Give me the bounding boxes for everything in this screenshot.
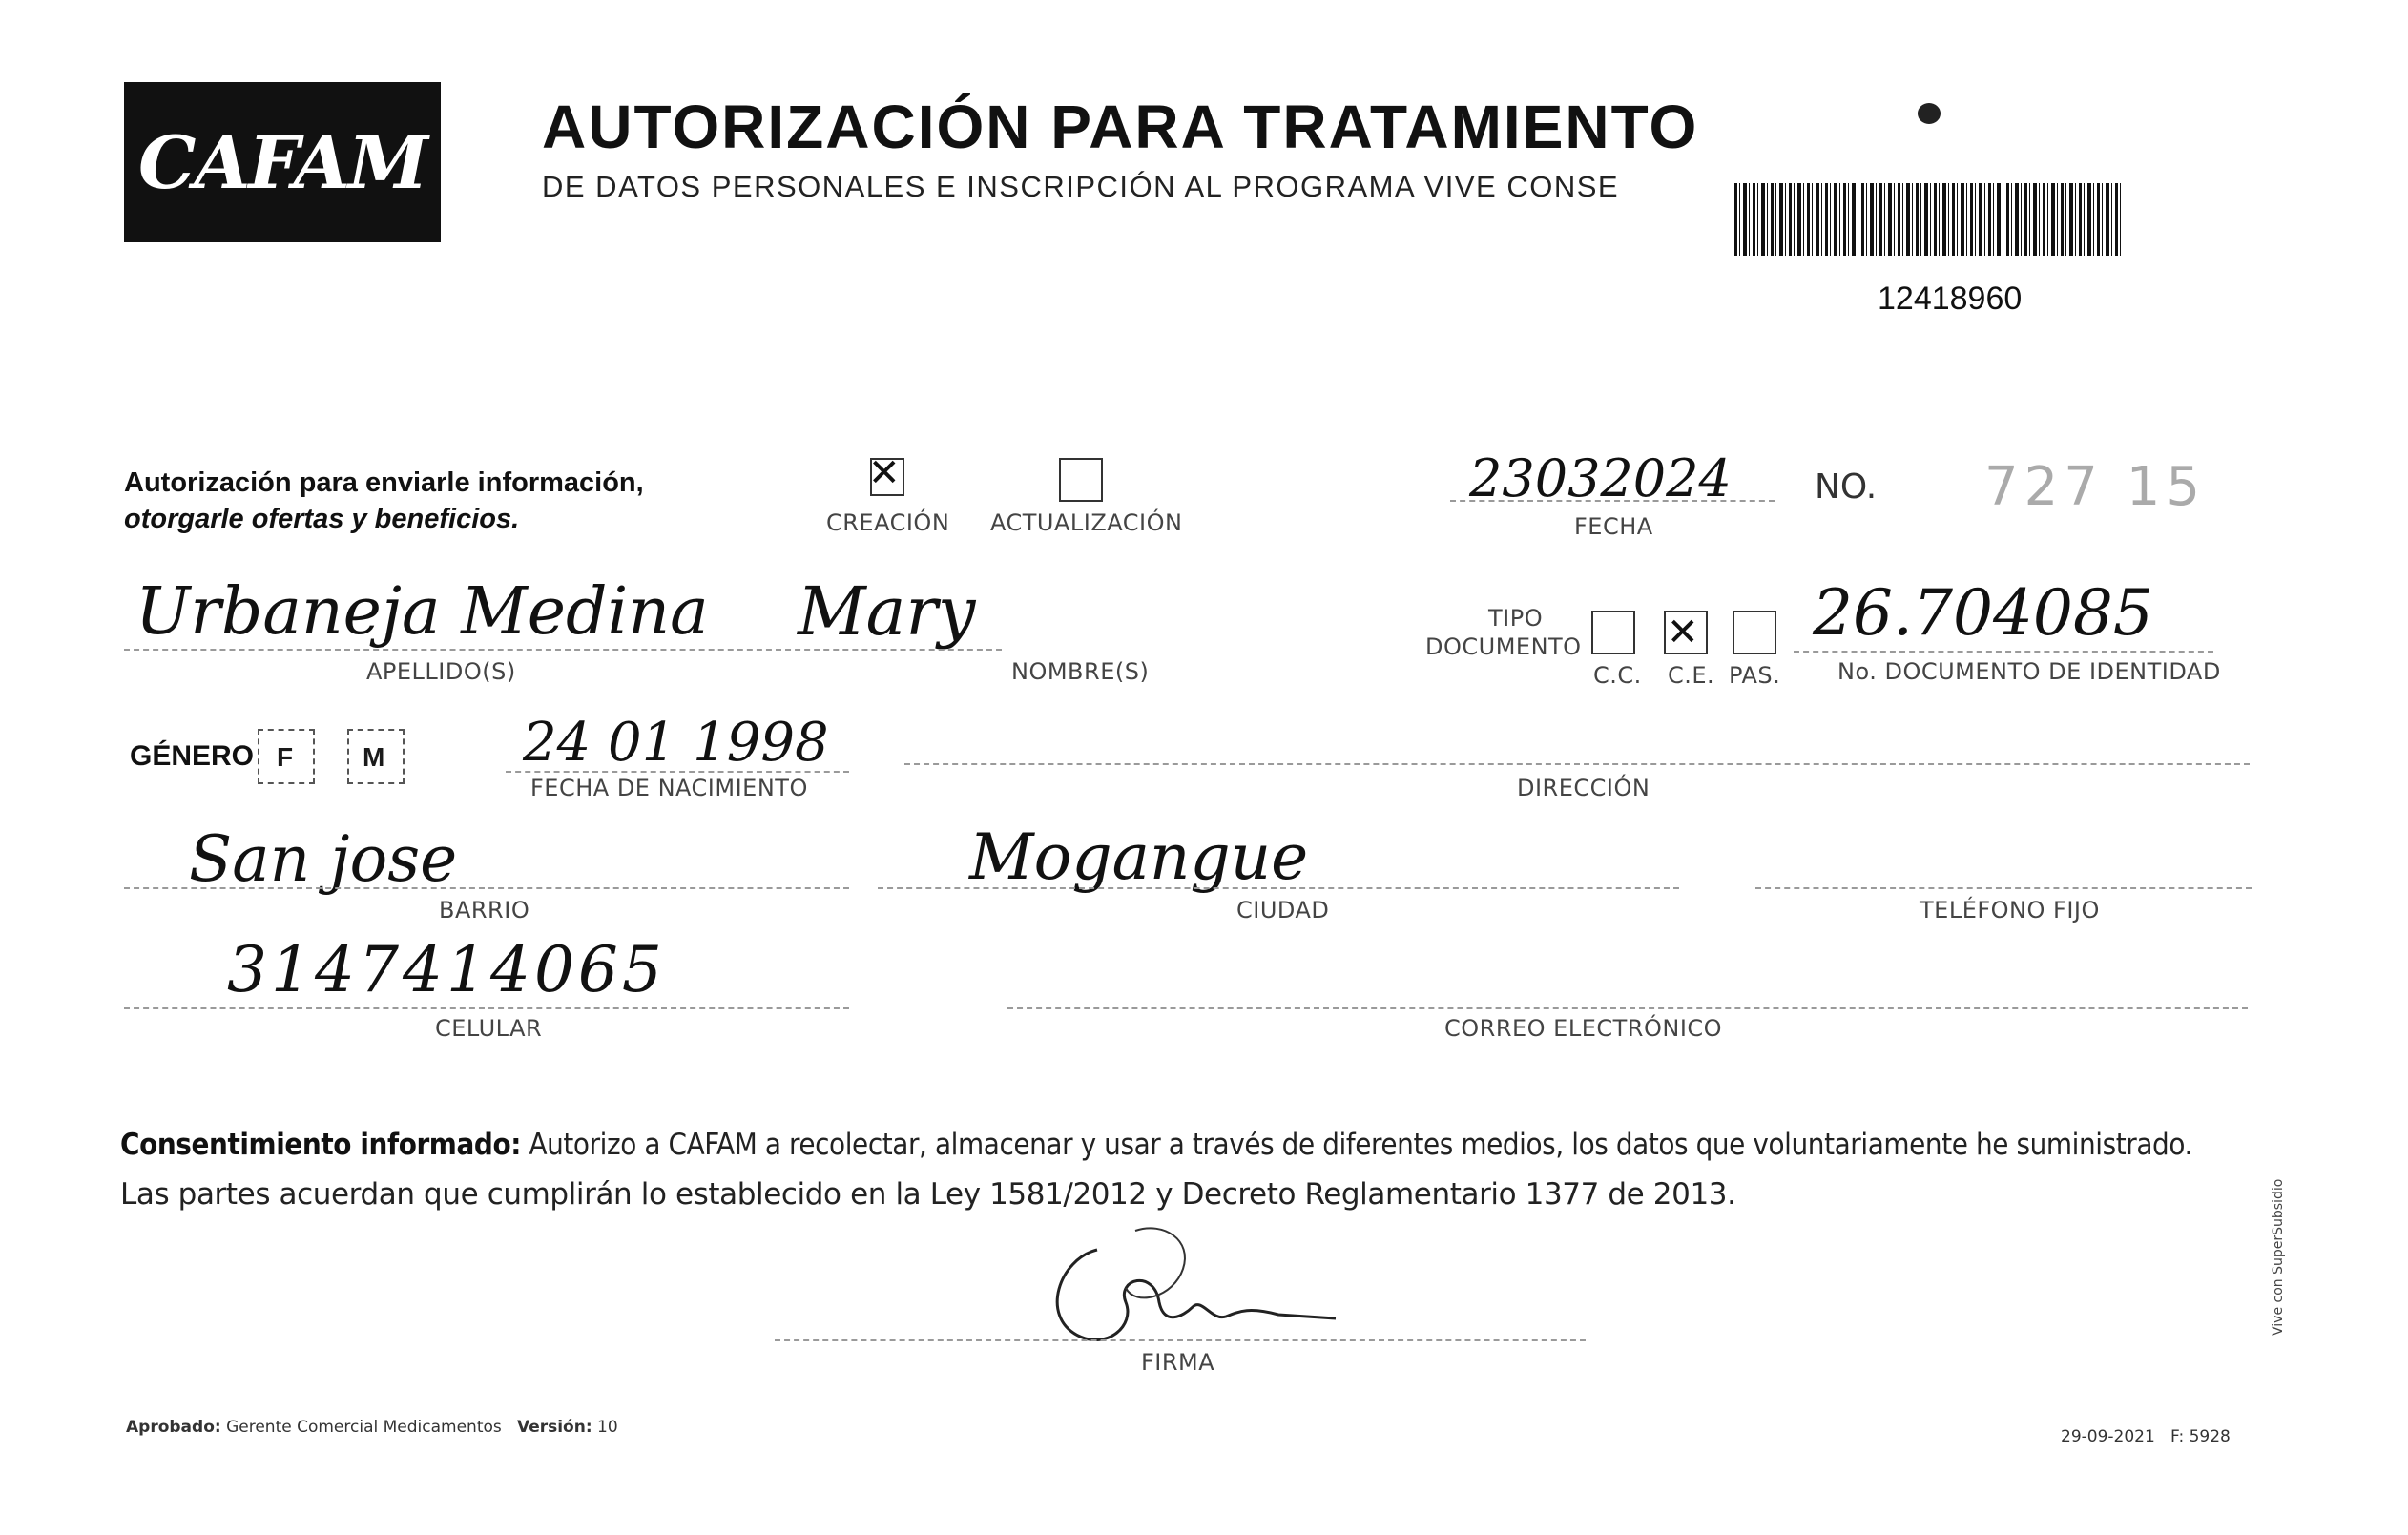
ciudad-label: CIUDAD: [1236, 897, 1330, 923]
creacion-check-mark: ✕: [868, 451, 901, 495]
barcode: [1734, 183, 2124, 256]
authorization-line-1: Autorización para enviarle información,: [124, 467, 644, 498]
consent-text-1: Autorizo a CAFAM a recolectar, almacenar y usar a través de diferentes medios, los datos que voluntariamente he suministrado.: [520, 1128, 2192, 1162]
firma-label: FIRMA: [1141, 1349, 1215, 1376]
footer-code: F: 5928: [2170, 1427, 2231, 1446]
correo-line: [1007, 1007, 2248, 1009]
consent-paragraph-2: Las partes acuerdan que cumplirán lo establecido en la Ley 1581/2012 y Decreto Reglamentario 1377 de 2013.: [120, 1177, 1736, 1212]
telefono-label: TELÉFONO FIJO: [1920, 897, 2100, 923]
ciudad-value: Mogangue: [969, 820, 1309, 894]
nombres-label: NOMBRE(S): [1011, 658, 1150, 685]
fecha-line: [1450, 500, 1775, 502]
form-title: AUTORIZACIÓN PARA TRATAMIENTO: [542, 93, 1699, 161]
form-subtitle: DE DATOS PERSONALES E INSCRIPCIÓN AL PROGRAMA VIVE CONSE: [542, 170, 1620, 203]
pas-label: PAS.: [1729, 662, 1781, 689]
apellidos-value: Urbaneja Medina: [135, 574, 709, 650]
tipo-label: TIPO: [1488, 605, 1544, 632]
footer-date: [2061, 1427, 2231, 1446]
telefono-line: [1755, 887, 2252, 889]
cc-label: C.C.: [1593, 662, 1642, 689]
nombres-value: Mary: [798, 572, 976, 651]
f-label: F: [277, 742, 294, 772]
cafam-logo: [124, 82, 441, 242]
correo-label: CORREO ELECTRÓNICO: [1444, 1015, 1723, 1042]
ce-label: C.E.: [1668, 662, 1715, 689]
actualizacion-checkbox[interactable]: [1059, 458, 1103, 502]
actualizacion-label: ACTUALIZACIÓN: [990, 509, 1183, 536]
version-value: 10: [597, 1418, 618, 1437]
footer-approval: [126, 1418, 618, 1437]
consent-lead: Consentimiento informado:: [120, 1128, 521, 1162]
m-label: M: [363, 742, 385, 772]
no-label: NO.: [1815, 467, 1878, 507]
direccion-line: [904, 763, 2250, 765]
direccion-label: DIRECCIÓN: [1517, 775, 1650, 801]
fecha-nacimiento-value: 24 01 1998: [523, 712, 829, 774]
barcode-number: 12418960: [1878, 280, 2023, 317]
fecha-value: 23032024: [1469, 448, 1732, 508]
ce-check-mark: ✕: [1667, 611, 1699, 654]
side-text: Vive con SuperSubsidio: [2271, 1178, 2286, 1336]
signature: [992, 1212, 1355, 1364]
logo-text: CAFAM: [137, 119, 427, 205]
barrio-label: BARRIO: [439, 897, 530, 923]
genero-label: GÉNERO: [130, 740, 255, 772]
scanner-mark: [1918, 103, 1941, 124]
celular-value: 3147414065: [227, 933, 666, 1006]
firma-line: [775, 1339, 1586, 1341]
aprobado-value: Gerente Comercial Medicamentos: [226, 1418, 502, 1437]
consent-paragraph-1: [120, 1128, 2192, 1162]
name-line: [124, 649, 1002, 651]
authorization-line-2: otorgarle ofertas y beneficios.: [124, 504, 520, 534]
documento-label: DOCUMENTO: [1425, 633, 1582, 660]
creacion-label: CREACIÓN: [826, 509, 950, 536]
cc-checkbox[interactable]: [1591, 611, 1635, 654]
aprobado-label: Aprobado:: [126, 1418, 221, 1437]
barrio-line: [124, 887, 849, 889]
celular-label: CELULAR: [435, 1015, 543, 1042]
documento-number-label: No. DOCUMENTO DE IDENTIDAD: [1837, 658, 2221, 685]
footer-date-value: 29-09-2021: [2061, 1427, 2155, 1446]
fecha-label: FECHA: [1574, 513, 1653, 540]
documento-value: 26.704085: [1813, 576, 2153, 650]
version-label: Versión:: [516, 1418, 592, 1437]
documento-line: [1794, 651, 2213, 653]
celular-line: [124, 1007, 849, 1009]
fecha-nacimiento-line: [506, 771, 849, 773]
pas-checkbox[interactable]: [1733, 611, 1776, 654]
barrio-value: San jose: [189, 822, 458, 896]
fecha-nacimiento-label: FECHA DE NACIMIENTO: [530, 775, 808, 801]
ciudad-line: [878, 887, 1679, 889]
apellidos-label: APELLIDO(S): [366, 658, 516, 685]
form-number: 727 15: [1984, 456, 2206, 518]
